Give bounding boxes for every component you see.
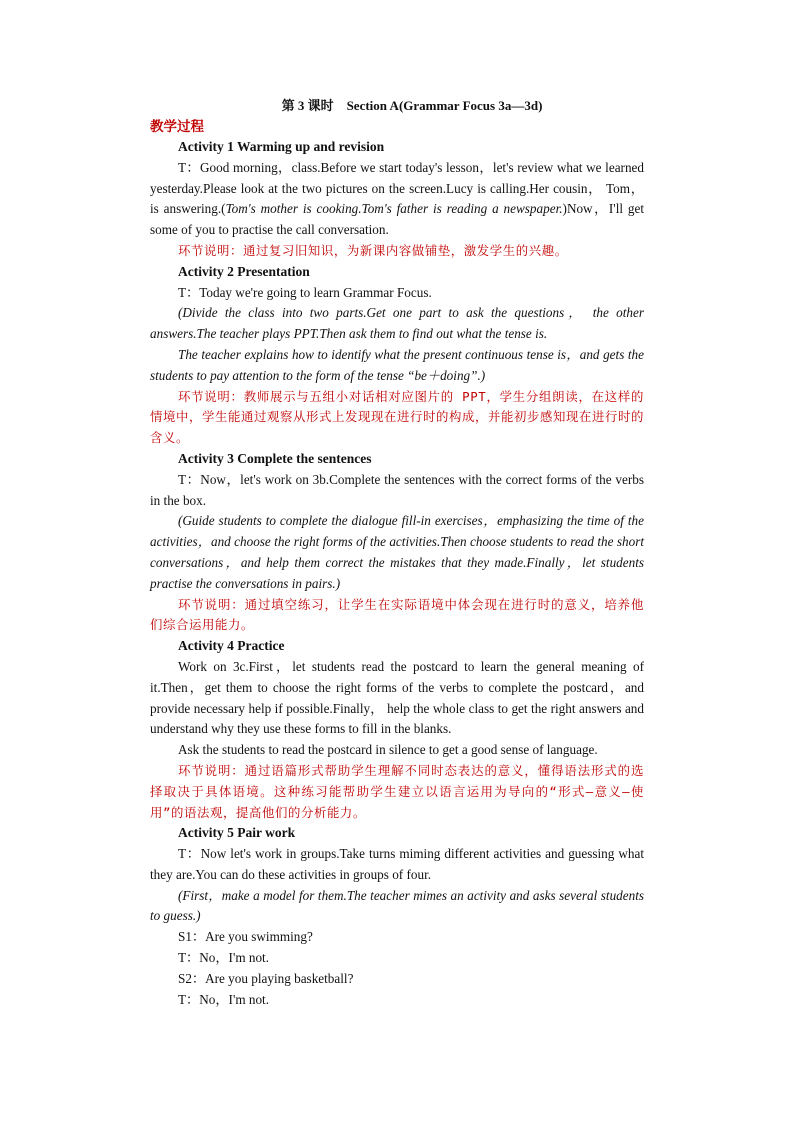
dialogue-line: S2：Are you playing basketball? [178, 970, 354, 986]
teaching-process-heading: 教学过程 [150, 119, 204, 134]
activity-1-text-end: )Now，I'll get some of you to practise the call conversation. [150, 201, 645, 238]
activity-1-paragraph [150, 158, 644, 241]
activity-4-note: 环节说明：通过语篇形式帮助学生理解不同时态表达的意义，懂得语法形式的选择取决于具体语境。这种练习能帮助学生建立以语言运用为导向的“形式—意义—使用”的语法观，提高他们的分析能力。 [150, 762, 644, 820]
activity-3-teacher-line: T：Now，let's work on 3b.Complete the sentences with the correct forms of the verbs in the box. [150, 471, 644, 508]
activity-1-heading: Activity 1 Warming up and revision [178, 139, 385, 154]
activity-2-explanation: The teacher explains how to identify what the present continuous tense is，and gets the students to pay attention to the form of the tense “be＋doing”.) [150, 346, 644, 383]
activity-2-heading: Activity 2 Presentation [178, 263, 310, 279]
activity-5-instructions: (First，make a model for them.The teacher mimes an activity and asks several students to guess.) [150, 887, 644, 924]
activity-2-instructions: (Divide the class into two parts.Get one part to ask the questions， the other answers.The teacher plays PPT.Then ask them to find out what the tense is. [150, 305, 644, 342]
activity-2-teacher-line: T：Today we're going to learn Grammar Focus. [178, 284, 432, 300]
activity-4-paragraph: Work on 3c.First，let students read the postcard to learn the general meaning of it.Then，get them to choose the right forms of the verbs to complete the postcard，and provide necessary help if possible.Finally， help the whole class to get the right answers and understand why they use these forms to fill in the blanks. [150, 658, 644, 737]
activity-3-heading: Activity 3 Complete the sentences [178, 450, 372, 466]
activity-5-heading: Activity 5 Pair work [178, 825, 296, 841]
dialogue-line: T：No，I'm not. [178, 950, 270, 966]
activity-3-instructions: (Guide students to complete the dialogue fill-in exercises，emphasizing the time of the activities，and choose the right forms of the activities.Then choose students to read the short conversations，and help them correct the mistakes that they made.Finally，let students practise the conversations in pairs.) [150, 513, 644, 591]
activity-2-note: 环节说明：教师展示与五组小对话相对应图片的 PPT，学生分组朗读，在这样的情境中，学生能通过观察从形式上发现现在进行时的构成，并能初步感知现在进行时的含义。 [150, 388, 644, 446]
dialogue-line: T：No，I'm not. [178, 991, 270, 1007]
activity-5-teacher-line: T：Now let's work in groups.Take turns miming different activities and guessing what they are.You can do these activities in groups of four. [150, 846, 644, 882]
activity-1-note: 环节说明：通过复习旧知识，为新课内容做铺垫，激发学生的兴趣。 [178, 242, 568, 258]
dialogue-line: S1：Are you swimming? [178, 929, 313, 945]
activity-4-paragraph-2: Ask the students to read the postcard in silence to get a good sense of language. [178, 742, 598, 758]
activity-1-text: T：Good morning，class.Before we start today's lesson，let's review what we learned yesterday.Please look at the two pictures on the screen.Lucy is calling.Her cousin， Tom， is answering.( [150, 159, 644, 217]
document-page [150, 96, 644, 1010]
page-title: 第 3 课时 Section A(Grammar Focus 3a—3d) [281, 98, 543, 113]
activity-4-heading: Activity 4 Practice [178, 638, 285, 654]
activity-1-italic-text: Tom's mother is cooking.Tom's father is reading a newspaper. [225, 201, 563, 217]
activity-3-note: 环节说明：通过填空练习，让学生在实际语境中体会现在进行时的意义，培养他们综合运用能力。 [150, 596, 644, 633]
